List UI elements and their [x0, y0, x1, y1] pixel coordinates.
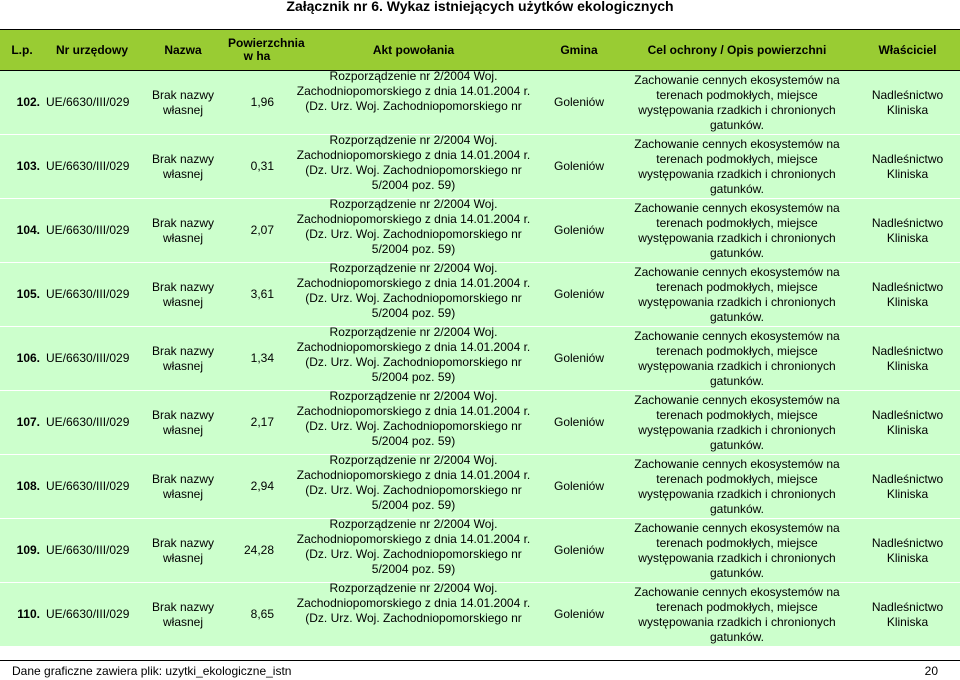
- cell-cel-ochrony: Zachowanie cennych ekosystemów na terenach podmokłych, miejsce występowania rzadkich i chronionych gatunków.: [619, 583, 855, 647]
- col-header-lp: L.p.: [0, 30, 44, 71]
- cell-nr-urzedowy: UE/6630/III/029: [44, 391, 140, 455]
- col-header-cel: Cel ochrony / Opis powierzchni: [619, 30, 855, 71]
- cell-powierzchnia: 2,07: [226, 199, 288, 263]
- col-header-pow-line2: w ha: [243, 49, 271, 63]
- cell-akt-powolania: [288, 263, 539, 327]
- cell-akt-powolania: [288, 135, 539, 199]
- cell-nazwa: Brak nazwy własnej: [140, 391, 226, 455]
- cell-cel-ochrony: Zachowanie cennych ekosystemów na terenach podmokłych, miejsce występowania rzadkich i chronionych gatunków.: [619, 263, 855, 327]
- page-number: 20: [924, 664, 938, 678]
- cell-nr-urzedowy: UE/6630/III/029: [44, 583, 140, 647]
- col-header-nr: Nr urzędowy: [44, 30, 140, 71]
- cell-nr-urzedowy: UE/6630/III/029: [44, 519, 140, 583]
- cell-akt-powolania: [288, 327, 539, 391]
- cell-akt-powolania: [288, 455, 539, 519]
- akt-text: Rozporządzenie nr 2/2004 Woj. Zachodniopomorskiego z dnia 14.01.2004 r. (Dz. Urz. Woj. Zachodniopomorskiego nr 5/2004 poz. 59): [296, 199, 531, 256]
- cell-nr-urzedowy: UE/6630/III/029: [44, 263, 140, 327]
- cell-gmina: Goleniów: [539, 455, 619, 519]
- cell-nazwa: Brak nazwy własnej: [140, 327, 226, 391]
- cell-cel-ochrony: Zachowanie cennych ekosystemów na terenach podmokłych, miejsce występowania rzadkich i chronionych gatunków.: [619, 199, 855, 263]
- cell-gmina: Goleniów: [539, 71, 619, 135]
- akt-text: Rozporządzenie nr 2/2004 Woj. Zachodniopomorskiego z dnia 14.01.2004 r. (Dz. Urz. Woj. Zachodniopomorskiego nr 5/2004 poz. 59): [296, 263, 531, 320]
- col-header-wlasciciel: Właściciel: [855, 30, 960, 71]
- cell-cel-ochrony: Zachowanie cennych ekosystemów na terenach podmokłych, miejsce występowania rzadkich i chronionych gatunków.: [619, 135, 855, 199]
- cell-lp: 102.: [0, 71, 44, 135]
- cell-cel-ochrony: Zachowanie cennych ekosystemów na terenach podmokłych, miejsce występowania rzadkich i chronionych gatunków.: [619, 455, 855, 519]
- footer-file-note: Dane graficzne zawiera plik: uzytki_ekologiczne_istn: [12, 664, 292, 678]
- table-row: [0, 199, 960, 263]
- table-row: [0, 583, 960, 647]
- table-row: [0, 391, 960, 455]
- akt-text: Rozporządzenie nr 2/2004 Woj. Zachodniopomorskiego z dnia 14.01.2004 r. (Dz. Urz. Woj. Zachodniopomorskiego nr 5/2004 poz. 59): [296, 519, 531, 576]
- cell-lp: 108.: [0, 455, 44, 519]
- cell-cel-ochrony: Zachowanie cennych ekosystemów na terenach podmokłych, miejsce występowania rzadkich i chronionych gatunków.: [619, 327, 855, 391]
- col-header-akt: Akt powołania: [288, 30, 539, 71]
- akt-text: Rozporządzenie nr 2/2004 Woj. Zachodniopomorskiego z dnia 14.01.2004 r. (Dz. Urz. Woj. Zachodniopomorskiego nr 5/2004 poz. 59): [296, 455, 531, 512]
- cell-cel-ochrony: Zachowanie cennych ekosystemów na terenach podmokłych, miejsce występowania rzadkich i chronionych gatunków.: [619, 391, 855, 455]
- cell-nazwa: Brak nazwy własnej: [140, 199, 226, 263]
- cell-wlasciciel: Nadleśnictwo Kliniska: [855, 327, 960, 391]
- cell-lp: 110.: [0, 583, 44, 647]
- cell-gmina: Goleniów: [539, 583, 619, 647]
- page-title: Załącznik nr 6. Wykaz istniejących użytków ekologicznych: [286, 0, 674, 14]
- cell-nazwa: Brak nazwy własnej: [140, 71, 226, 135]
- col-header-nazwa: Nazwa: [140, 30, 226, 71]
- cell-akt-powolania: [288, 199, 539, 263]
- cell-wlasciciel: Nadleśnictwo Kliniska: [855, 135, 960, 199]
- table-row: [0, 135, 960, 199]
- col-header-pow-line1: Powierzchnia: [228, 36, 305, 50]
- cell-gmina: Goleniów: [539, 327, 619, 391]
- cell-akt-powolania: [288, 71, 539, 135]
- cell-lp: 109.: [0, 519, 44, 583]
- cell-wlasciciel: Nadleśnictwo Kliniska: [855, 199, 960, 263]
- cell-powierzchnia: 2,94: [226, 455, 288, 519]
- cell-akt-powolania: [288, 391, 539, 455]
- cell-wlasciciel: Nadleśnictwo Kliniska: [855, 263, 960, 327]
- ecological-sites-table: [0, 29, 960, 647]
- cell-wlasciciel: Nadleśnictwo Kliniska: [855, 391, 960, 455]
- cell-cel-ochrony: Zachowanie cennych ekosystemów na terenach podmokłych, miejsce występowania rzadkich i chronionych gatunków.: [619, 519, 855, 583]
- cell-lp: 105.: [0, 263, 44, 327]
- cell-nr-urzedowy: UE/6630/III/029: [44, 455, 140, 519]
- cell-nr-urzedowy: UE/6630/III/029: [44, 135, 140, 199]
- cell-akt-powolania: [288, 519, 539, 583]
- cell-powierzchnia: 24,28: [226, 519, 288, 583]
- cell-nazwa: Brak nazwy własnej: [140, 263, 226, 327]
- akt-text: Rozporządzenie nr 2/2004 Woj. Zachodniopomorskiego z dnia 14.01.2004 r. (Dz. Urz. Woj. Zachodniopomorskiego nr 5/2004 poz. 59): [296, 391, 531, 448]
- cell-gmina: Goleniów: [539, 199, 619, 263]
- cell-wlasciciel: Nadleśnictwo Kliniska: [855, 71, 960, 135]
- table-row: [0, 71, 960, 135]
- cell-nazwa: Brak nazwy własnej: [140, 519, 226, 583]
- cell-lp: 103.: [0, 135, 44, 199]
- cell-nazwa: Brak nazwy własnej: [140, 135, 226, 199]
- cell-nr-urzedowy: UE/6630/III/029: [44, 71, 140, 135]
- table-row: [0, 263, 960, 327]
- cell-lp: 106.: [0, 327, 44, 391]
- cell-nazwa: Brak nazwy własnej: [140, 455, 226, 519]
- cell-gmina: Goleniów: [539, 263, 619, 327]
- cell-akt-powolania: [288, 583, 539, 647]
- cell-nr-urzedowy: UE/6630/III/029: [44, 327, 140, 391]
- akt-text: Rozporządzenie nr 2/2004 Woj. Zachodniopomorskiego z dnia 14.01.2004 r. (Dz. Urz. Woj. Zachodniopomorskiego nr: [296, 583, 531, 625]
- cell-nazwa: Brak nazwy własnej: [140, 583, 226, 647]
- cell-wlasciciel: Nadleśnictwo Kliniska: [855, 583, 960, 647]
- cell-nr-urzedowy: UE/6630/III/029: [44, 199, 140, 263]
- akt-text: Rozporządzenie nr 2/2004 Woj. Zachodniopomorskiego z dnia 14.01.2004 r. (Dz. Urz. Woj. Zachodniopomorskiego nr: [296, 71, 531, 113]
- akt-text: Rozporządzenie nr 2/2004 Woj. Zachodniopomorskiego z dnia 14.01.2004 r. (Dz. Urz. Woj. Zachodniopomorskiego nr 5/2004 poz. 59): [296, 135, 531, 192]
- cell-powierzchnia: 8,65: [226, 583, 288, 647]
- table-row: [0, 519, 960, 583]
- cell-wlasciciel: Nadleśnictwo Kliniska: [855, 519, 960, 583]
- cell-powierzchnia: 0,31: [226, 135, 288, 199]
- cell-cel-ochrony: Zachowanie cennych ekosystemów na terenach podmokłych, miejsce występowania rzadkich i chronionych gatunków.: [619, 71, 855, 135]
- cell-powierzchnia: 3,61: [226, 263, 288, 327]
- cell-wlasciciel: Nadleśnictwo Kliniska: [855, 455, 960, 519]
- cell-powierzchnia: 1,96: [226, 71, 288, 135]
- table-row: [0, 455, 960, 519]
- col-header-powierzchnia: [226, 30, 305, 71]
- cell-powierzchnia: 1,34: [226, 327, 288, 391]
- table-row: [0, 327, 960, 391]
- cell-gmina: Goleniów: [539, 391, 619, 455]
- cell-powierzchnia: 2,17: [226, 391, 288, 455]
- cell-gmina: Goleniów: [539, 519, 619, 583]
- header-row: [0, 30, 960, 71]
- footer-divider: [0, 660, 960, 661]
- cell-gmina: Goleniów: [539, 135, 619, 199]
- cell-lp: 107.: [0, 391, 44, 455]
- col-header-gmina: Gmina: [539, 30, 619, 71]
- cell-lp: 104.: [0, 199, 44, 263]
- akt-text: Rozporządzenie nr 2/2004 Woj. Zachodniopomorskiego z dnia 14.01.2004 r. (Dz. Urz. Woj. Zachodniopomorskiego nr 5/2004 poz. 59): [296, 327, 531, 384]
